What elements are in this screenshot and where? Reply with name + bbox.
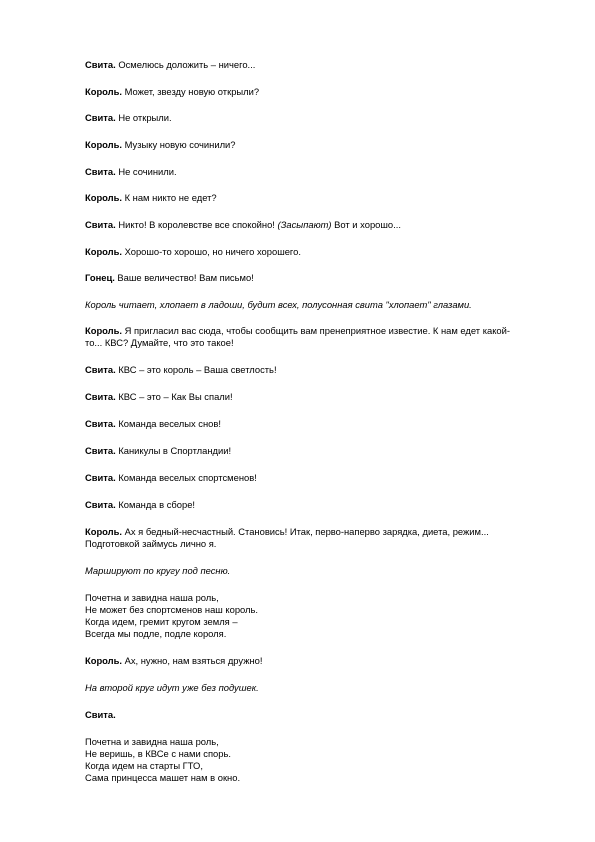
speaker-name: Свита. bbox=[85, 499, 116, 510]
speaker-name: Свита. bbox=[85, 709, 116, 720]
dialogue-text: Не сочинили. bbox=[115, 166, 177, 177]
song-verse-line: Когда идем на старты ГТО, bbox=[85, 760, 203, 771]
dialogue-continuation: то... КВС? Думайте, что это такое! bbox=[85, 337, 234, 348]
song-verse-line: Почетна и завидна наша роль, bbox=[85, 592, 219, 603]
dialogue-text: Я пригласил вас сюда, чтобы сообщить вам пренеприятное известие. К нам едет какой- bbox=[122, 325, 511, 336]
song-verse-line: Сама принцесса машет нам в окно. bbox=[85, 772, 241, 783]
song-verse-line: Не может без спортсменов наш король. bbox=[85, 604, 259, 615]
dialogue-line bbox=[85, 364, 555, 376]
dialogue-line bbox=[85, 445, 555, 457]
dialogue-text: Хорошо-то хорошо, но ничего хорошего. bbox=[122, 246, 301, 257]
song-verse-line: Всегда мы подле, подле короля. bbox=[85, 628, 227, 639]
speaker-name: Король. bbox=[85, 655, 122, 666]
dialogue-text: КВС – это король – Ваша светлость! bbox=[115, 364, 277, 375]
speaker-name: Свита. bbox=[85, 219, 116, 230]
dialogue-line bbox=[85, 219, 555, 231]
dialogue-line bbox=[85, 526, 555, 538]
dialogue-text: К нам никто не едет? bbox=[122, 192, 217, 203]
speaker-name: Король. bbox=[85, 86, 122, 97]
speaker-name: Свита. bbox=[85, 445, 116, 456]
dialogue-text: Команда в сборе! bbox=[115, 499, 196, 510]
song-verse-line: Когда идем, гремит кругом земля – bbox=[85, 616, 238, 627]
speaker-name: Король. bbox=[85, 192, 122, 203]
dialogue-text: Команда веселых снов! bbox=[115, 418, 221, 429]
dialogue-line bbox=[85, 86, 555, 98]
speaker-name: Свита. bbox=[85, 418, 116, 429]
dialogue-line bbox=[85, 655, 555, 667]
dialogue-text: Вот и хорошо... bbox=[331, 219, 401, 230]
speaker-name: Свита. bbox=[85, 166, 116, 177]
dialogue-text: Ах я бедный-несчастный. Становись! Итак, перво-наперво зарядка, диета, режим... bbox=[122, 526, 489, 537]
stage-direction: Король читает, хлопает в ладоши, будит всех, полусонная свита "хлопает" глазами. bbox=[85, 299, 472, 310]
dialogue-text: Ваше величество! Вам письмо! bbox=[114, 272, 254, 283]
speaker-name: Король. bbox=[85, 246, 122, 257]
speaker-name: Свита. bbox=[85, 112, 116, 123]
dialogue-line bbox=[85, 59, 555, 71]
speaker-name: Свита. bbox=[85, 391, 116, 402]
song-verse-line: Не веришь, в КВСе с нами спорь. bbox=[85, 748, 231, 759]
dialogue-line bbox=[85, 391, 555, 403]
speaker-name: Король. bbox=[85, 139, 122, 150]
speaker-name: Король. bbox=[85, 325, 122, 336]
speaker-name: Свита. bbox=[85, 364, 116, 375]
dialogue-line bbox=[85, 192, 555, 204]
dialogue-line bbox=[85, 272, 555, 284]
stage-direction: Маршируют по кругу под песню. bbox=[85, 565, 231, 576]
dialogue-text: Никто! В королевстве все спокойно! bbox=[115, 219, 278, 230]
dialogue-line bbox=[85, 139, 555, 151]
dialogue-continuation: Подготовкой займусь лично я. bbox=[85, 538, 217, 549]
song-verse-line: Почетна и завидна наша роль, bbox=[85, 736, 219, 747]
dialogue-text: КВС – это – Как Вы спали! bbox=[115, 391, 233, 402]
speaker-name: Гонец. bbox=[85, 272, 115, 283]
dialogue-text: Команда веселых спортсменов! bbox=[115, 472, 257, 483]
dialogue-text: Не открыли. bbox=[115, 112, 172, 123]
dialogue-line bbox=[85, 325, 555, 337]
dialogue-text: Ах, нужно, нам взяться дружно! bbox=[122, 655, 263, 666]
dialogue-line bbox=[85, 418, 555, 430]
dialogue-line bbox=[85, 246, 555, 258]
dialogue-text: Может, звезду новую открыли? bbox=[122, 86, 260, 97]
speaker-name: Свита. bbox=[85, 472, 116, 483]
dialogue-line bbox=[85, 709, 555, 721]
dialogue-line bbox=[85, 472, 555, 484]
dialogue-text: Музыку новую сочинили? bbox=[122, 139, 236, 150]
speaker-name: Свита. bbox=[85, 59, 116, 70]
stage-direction-inline: (Засыпают) bbox=[277, 219, 332, 230]
stage-direction: На второй круг идут уже без подушек. bbox=[85, 682, 259, 693]
dialogue-line bbox=[85, 166, 555, 178]
speaker-name: Король. bbox=[85, 526, 122, 537]
dialogue-text: Каникулы в Спортландии! bbox=[115, 445, 232, 456]
dialogue-line bbox=[85, 499, 555, 511]
dialogue-text: Осмелюсь доложить – ничего... bbox=[115, 59, 256, 70]
dialogue-line bbox=[85, 112, 555, 124]
